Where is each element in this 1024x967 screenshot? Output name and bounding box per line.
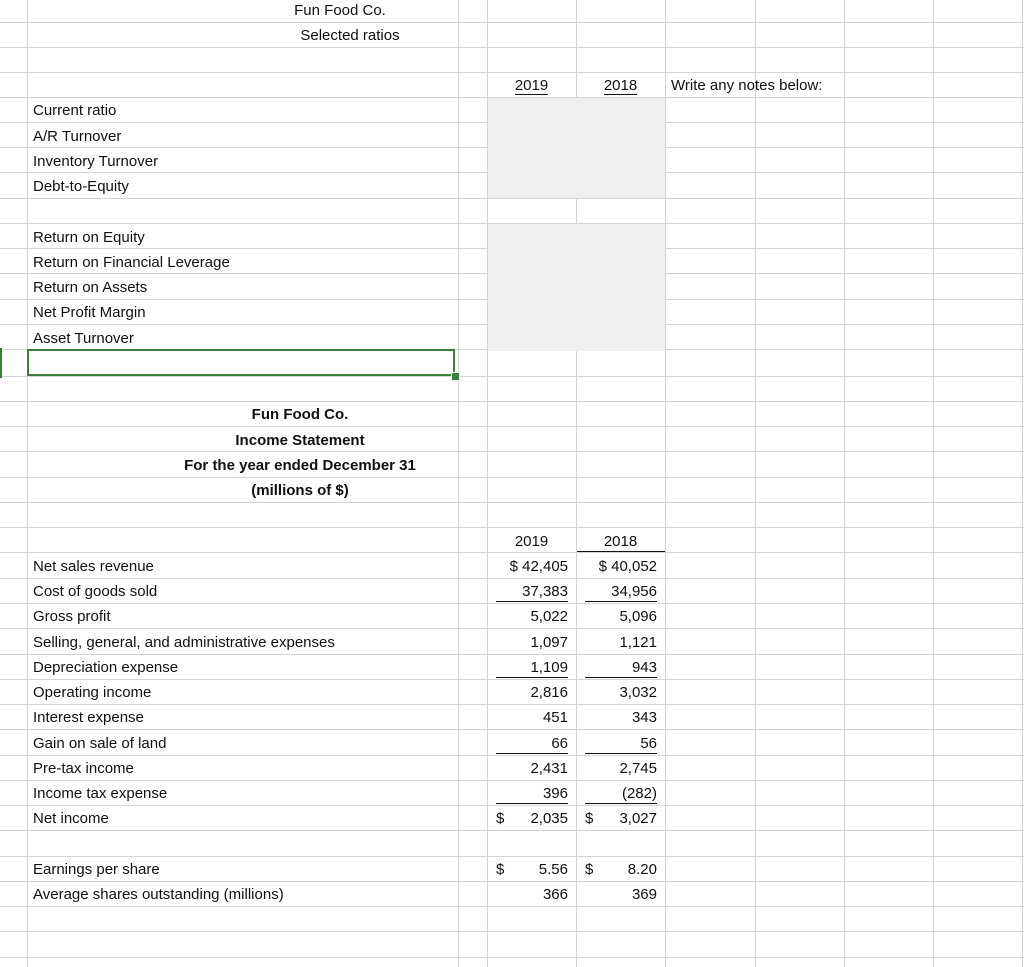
is-value-2018: 943 (577, 659, 657, 678)
is-currency-symbol: $ (496, 810, 505, 827)
is-company-name: Fun Food Co. (251, 406, 349, 423)
is-currency-symbol: $ (496, 861, 505, 878)
is-units: (millions of $) (251, 482, 349, 499)
grid-hline (0, 552, 1024, 553)
fill-handle[interactable] (451, 372, 460, 381)
is-header-underline (577, 551, 665, 552)
is-row-label: Interest expense (33, 709, 144, 726)
is-currency-symbol: $ (585, 810, 594, 827)
ratios-company-name: Fun Food Co. (294, 2, 386, 19)
grid-hline (0, 679, 1024, 680)
grid-hline (0, 527, 1024, 528)
grid-hline (0, 426, 1024, 427)
is-row-label: Pre-tax income (33, 760, 134, 777)
grid-hline (0, 376, 1024, 377)
grid-hline (0, 603, 1024, 604)
ratio-label: Asset Turnover (33, 330, 134, 347)
grid-vline (1022, 0, 1023, 967)
shares-value-2018: 369 (631, 886, 657, 903)
is-value-2019: 5,022 (530, 608, 568, 625)
is-value-2018: 34,956 (577, 583, 657, 602)
shares-value-2019: 366 (542, 886, 568, 903)
grid-hline (0, 881, 1024, 882)
is-period: For the year ended December 31 (184, 457, 416, 474)
is-row-label: Net income (33, 810, 109, 827)
is-row-label: Gain on sale of land (33, 735, 167, 752)
grid-hline (0, 856, 1024, 857)
grid-hline (0, 931, 1024, 932)
grid-hline (0, 22, 1024, 23)
ratios-title: Selected ratios (300, 27, 400, 44)
is-value-2019: 1,109 (488, 659, 568, 678)
grid-hline (0, 72, 1024, 73)
is-value-2019: 2,431 (530, 760, 568, 777)
is-value-2018: 5,096 (619, 608, 657, 625)
ratio-answer-block-1[interactable] (488, 98, 665, 198)
shares-label: Average shares outstanding (millions) (33, 886, 284, 903)
grid-hline (0, 47, 1024, 48)
is-value-2018: 343 (631, 709, 657, 726)
grid-hline (0, 451, 1024, 452)
grid-hline (0, 578, 1024, 579)
is-value-2019: 451 (542, 709, 568, 726)
grid-hline (0, 957, 1024, 958)
ratio-label: Return on Assets (33, 279, 148, 296)
grid-vline (458, 0, 459, 967)
is-row-label: Operating income (33, 684, 152, 701)
is-currency-symbol: $ (585, 861, 594, 878)
grid-hline (0, 628, 1024, 629)
grid-hline (0, 401, 1024, 402)
grid-hline (0, 198, 1024, 199)
is-row-label: Depreciation expense (33, 659, 179, 676)
grid-vline (755, 0, 756, 967)
grid-hline (0, 729, 1024, 730)
ratios-year-2018: 2018 (603, 77, 638, 94)
is-col-2019: 2019 (514, 533, 549, 550)
is-value-2018: 3,032 (619, 684, 657, 701)
selected-cell[interactable] (27, 349, 455, 376)
is-value-2018: 56 (577, 735, 657, 754)
notes-label: Write any notes below: (671, 77, 823, 94)
row-selection-marker (0, 348, 2, 378)
ratio-label: Debt-to-Equity (33, 178, 129, 195)
ratio-label: Net Profit Margin (33, 304, 146, 321)
is-value-2019: 37,383 (488, 583, 568, 602)
is-row-label: Cost of goods sold (33, 583, 158, 600)
ratio-label: Current ratio (33, 102, 117, 119)
is-row-label: Net sales revenue (33, 558, 154, 575)
grid-hline (0, 755, 1024, 756)
is-row-label: Selling, general, and administrative expenses (33, 634, 335, 651)
grid-vline (844, 0, 845, 967)
is-row-label: Gross profit (33, 608, 111, 625)
is-value-2019: 1,097 (530, 634, 568, 651)
grid-vline (27, 0, 28, 967)
is-value-2019: 66 (488, 735, 568, 754)
is-row-label: Income tax expense (33, 785, 168, 802)
eps-value-2019: 5.56 (538, 861, 568, 878)
eps-value-2018: 8.20 (627, 861, 657, 878)
is-col-2018: 2018 (603, 533, 638, 550)
grid-hline (0, 704, 1024, 705)
ratios-year-2019: 2019 (514, 77, 549, 94)
is-title: Income Statement (235, 432, 365, 449)
is-value-2018: 3,027 (619, 810, 657, 827)
is-value-2019: 2,035 (530, 810, 568, 827)
grid-hline (0, 780, 1024, 781)
grid-hline (0, 830, 1024, 831)
is-value-2018: 2,745 (619, 760, 657, 777)
ratio-label: Return on Equity (33, 229, 145, 246)
grid-vline (933, 0, 934, 967)
grid-hline (0, 805, 1024, 806)
grid-hline (0, 502, 1024, 503)
ratio-answer-block-2[interactable] (488, 224, 665, 351)
is-value-2018: $ 40,052 (598, 558, 657, 575)
eps-label: Earnings per share (33, 861, 160, 878)
is-value-2019: $ 42,405 (509, 558, 568, 575)
ratio-label: A/R Turnover (33, 128, 122, 145)
grid-hline (0, 654, 1024, 655)
ratio-label: Return on Financial Leverage (33, 254, 230, 271)
is-value-2019: 2,816 (530, 684, 568, 701)
ratio-label: Inventory Turnover (33, 153, 159, 170)
grid-hline (0, 477, 1024, 478)
grid-vline (665, 0, 666, 967)
is-value-2018: 1,121 (619, 634, 657, 651)
is-value-2018: (282) (577, 785, 657, 804)
grid-hline (0, 906, 1024, 907)
is-value-2019: 396 (488, 785, 568, 804)
